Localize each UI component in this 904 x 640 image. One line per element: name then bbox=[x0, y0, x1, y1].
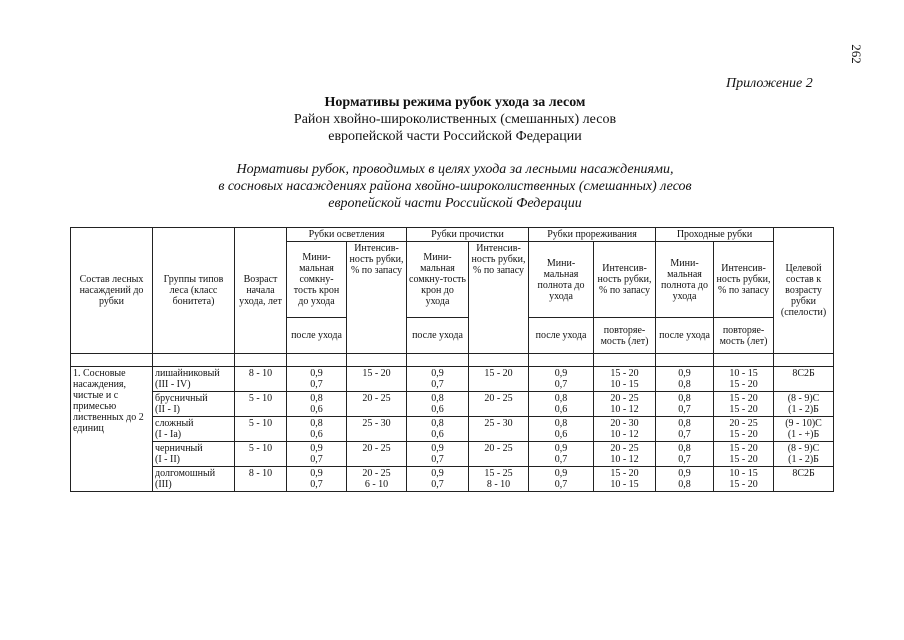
cell-line: 20 - 30 bbox=[610, 418, 639, 429]
value-cell bbox=[594, 392, 656, 417]
cell-line: 25 - 30 bbox=[484, 418, 513, 429]
page-number: 262 bbox=[848, 44, 864, 64]
value-cell bbox=[407, 442, 469, 467]
header-after-2: после ухода bbox=[407, 318, 469, 354]
cell-line: 10 - 12 bbox=[610, 404, 639, 415]
value-cell bbox=[714, 442, 774, 467]
header-min-density-2: Мини-мальная полнота до ухода bbox=[656, 242, 714, 318]
cell-line: 8С2Б bbox=[792, 468, 815, 479]
cell-line: 0,7 bbox=[678, 454, 691, 465]
header-composition: Состав лесных насаждений до рубки bbox=[71, 228, 153, 354]
cell-line: (I - Ia) bbox=[155, 429, 182, 440]
cell-line: 0,9 bbox=[554, 468, 568, 479]
cell-line: (I - II) bbox=[155, 454, 180, 465]
cell-line bbox=[776, 479, 831, 490]
cell-line: черничный bbox=[155, 443, 203, 454]
value-cell bbox=[656, 467, 714, 492]
cell-line: 15 - 20 bbox=[610, 368, 639, 379]
cell-line: 10 - 15 bbox=[729, 468, 758, 479]
cell-line: 0,9 bbox=[678, 368, 691, 379]
cell-line: 0,9 bbox=[554, 368, 568, 379]
forest-type-cell bbox=[153, 442, 235, 467]
region-line-2: европейской части Российской Федерации bbox=[328, 129, 582, 144]
value-cell bbox=[287, 467, 347, 492]
target-cell bbox=[774, 417, 834, 442]
cell-line: лишайниковый bbox=[155, 368, 220, 379]
header-after-1: после ухода bbox=[287, 318, 347, 354]
cell-line bbox=[349, 379, 404, 390]
caption-line-2: в сосновых насаждениях района хвойно-широколиственных (смешанных) лесов bbox=[218, 179, 692, 194]
cell-line: 10 - 12 bbox=[610, 454, 639, 465]
cell-line: 8 - 10 bbox=[486, 479, 511, 490]
header-intensity-1: Интенсив-ность рубки, % по запасу bbox=[347, 242, 407, 354]
cell-line: 0,8 bbox=[678, 393, 691, 404]
region-line-1: Район хвойно-широколиственных (смешанных) лесов bbox=[293, 112, 617, 127]
cell-line: 0,9 bbox=[431, 443, 444, 454]
cell-line: 0,7 bbox=[310, 379, 323, 390]
value-cell bbox=[656, 442, 714, 467]
forest-type-cell bbox=[153, 467, 235, 492]
cell-line: 0,8 bbox=[310, 393, 323, 404]
value-cell bbox=[287, 417, 347, 442]
cell-line: 0,9 bbox=[678, 468, 691, 479]
cell-line: 20 - 25 bbox=[484, 393, 513, 404]
cell-line: 0,6 bbox=[554, 404, 568, 415]
value-cell bbox=[529, 367, 594, 392]
cell-line: (III) bbox=[155, 479, 172, 490]
header-forest-types: Группы типов леса (класс бонитета) bbox=[153, 228, 235, 354]
value-cell bbox=[594, 367, 656, 392]
cell-line: 0,7 bbox=[431, 454, 444, 465]
value-cell bbox=[594, 467, 656, 492]
cell-line: сложный bbox=[155, 418, 194, 429]
cell-line: (1 - 2)Б bbox=[788, 454, 819, 465]
value-cell bbox=[469, 467, 529, 492]
header-repeat-2: повторяе-мость (лет) bbox=[714, 318, 774, 354]
value-cell bbox=[714, 367, 774, 392]
cell-line: 15 - 20 bbox=[610, 468, 639, 479]
cell-line bbox=[471, 429, 526, 440]
value-cell bbox=[714, 467, 774, 492]
cell-line bbox=[471, 379, 526, 390]
table-row bbox=[71, 367, 834, 392]
header-thinning: Рубки прореживания bbox=[529, 228, 656, 242]
value-cell bbox=[347, 367, 407, 392]
header-age: Возраст начала ухода, лет bbox=[235, 228, 287, 354]
header-min-closure-2: Мини-мальная сомкну-тость крон до ухода bbox=[407, 242, 469, 318]
header-intensity-4: Интенсив-ность рубки, % по запасу bbox=[714, 242, 774, 318]
cell-line: 0,8 bbox=[678, 443, 691, 454]
header-repeat-1: повторяе-мость (лет) bbox=[594, 318, 656, 354]
cell-line: 15 - 20 bbox=[729, 429, 758, 440]
cell-line: 0,6 bbox=[554, 429, 568, 440]
header-min-closure-1: Мини-мальная сомкну-тость крон до ухода bbox=[287, 242, 347, 318]
group-cell: 1. Сосновые насаждения, чистые и с примесью лиственных до 2 единиц bbox=[71, 367, 153, 492]
cell-line: 0,6 bbox=[310, 429, 323, 440]
value-cell bbox=[656, 367, 714, 392]
cell-line bbox=[471, 454, 526, 465]
value-cell bbox=[347, 442, 407, 467]
cell-line: 15 - 20 bbox=[729, 393, 758, 404]
cell-line: 15 - 20 bbox=[729, 443, 758, 454]
cell-line: 0,7 bbox=[678, 404, 691, 415]
value-cell bbox=[407, 417, 469, 442]
header-intensity-2: Интенсив-ность рубки, % по запасу bbox=[469, 242, 529, 354]
cell-line bbox=[349, 404, 404, 415]
value-cell bbox=[407, 392, 469, 417]
cell-line: 0,9 bbox=[310, 443, 323, 454]
document-title: Нормативы режима рубок ухода за лесом bbox=[324, 95, 586, 110]
cell-line: 0,9 bbox=[554, 443, 568, 454]
value-cell bbox=[656, 392, 714, 417]
cell-line bbox=[776, 379, 831, 390]
table-row bbox=[71, 442, 834, 467]
age-cell: 5 - 10 bbox=[235, 417, 287, 442]
value-cell bbox=[469, 392, 529, 417]
value-cell bbox=[529, 417, 594, 442]
value-cell bbox=[594, 442, 656, 467]
cell-line: 0,6 bbox=[310, 404, 323, 415]
cell-line: 20 - 25 bbox=[362, 443, 391, 454]
cell-line: 0,8 bbox=[678, 479, 691, 490]
cell-line: 25 - 30 bbox=[362, 418, 391, 429]
cell-line: брусничный bbox=[155, 393, 208, 404]
value-cell bbox=[287, 442, 347, 467]
cell-line: 0,8 bbox=[554, 393, 568, 404]
header-min-density-1: Мини-мальная полнота до ухода bbox=[529, 242, 594, 318]
cell-line: 20 - 25 bbox=[484, 443, 513, 454]
appendix-label: Приложение 2 bbox=[726, 76, 813, 91]
norms-table bbox=[70, 227, 834, 492]
value-cell bbox=[529, 392, 594, 417]
cell-line: 0,7 bbox=[310, 479, 323, 490]
header-after-4: после ухода bbox=[656, 318, 714, 354]
cell-line: 15 - 20 bbox=[729, 454, 758, 465]
cell-line: 15 - 20 bbox=[729, 479, 758, 490]
cell-line: 0,7 bbox=[310, 454, 323, 465]
value-cell bbox=[407, 467, 469, 492]
header-cleaning: Рубки прочистки bbox=[407, 228, 529, 242]
cell-line: 0,6 bbox=[431, 429, 444, 440]
cell-line: 15 - 20 bbox=[729, 379, 758, 390]
cell-line: 0,8 bbox=[431, 393, 444, 404]
age-cell: 8 - 10 bbox=[235, 367, 287, 392]
cell-line: 0,7 bbox=[554, 454, 568, 465]
spacer-row bbox=[71, 354, 834, 367]
target-cell bbox=[774, 442, 834, 467]
value-cell bbox=[287, 367, 347, 392]
cell-line: 10 - 12 bbox=[610, 429, 639, 440]
value-cell bbox=[656, 417, 714, 442]
cell-line: 0,8 bbox=[678, 418, 691, 429]
cell-line: (II - I) bbox=[155, 404, 180, 415]
value-cell bbox=[287, 392, 347, 417]
cell-line: 0,7 bbox=[554, 379, 568, 390]
header-row-1 bbox=[71, 228, 834, 242]
forest-type-cell bbox=[153, 392, 235, 417]
value-cell bbox=[347, 392, 407, 417]
cell-line: 20 - 25 bbox=[362, 393, 391, 404]
caption-line-1: Нормативы рубок, проводимых в целях ухода за лесными насаждениями, bbox=[236, 162, 674, 177]
cell-line: 0,7 bbox=[431, 379, 444, 390]
cell-line: 20 - 25 bbox=[729, 418, 758, 429]
value-cell bbox=[529, 467, 594, 492]
cell-line: 0,9 bbox=[431, 368, 444, 379]
cell-line: 6 - 10 bbox=[364, 479, 389, 490]
value-cell bbox=[407, 367, 469, 392]
caption-line-3: европейской части Российской Федерации bbox=[328, 196, 582, 211]
cell-line: 0,8 bbox=[431, 418, 444, 429]
value-cell bbox=[469, 442, 529, 467]
cell-line: 15 - 25 bbox=[484, 468, 513, 479]
value-cell bbox=[714, 417, 774, 442]
cell-line: 0,9 bbox=[310, 468, 323, 479]
value-cell bbox=[594, 417, 656, 442]
target-cell bbox=[774, 367, 834, 392]
cell-line: 0,9 bbox=[310, 368, 323, 379]
cell-line: (9 - 10)С bbox=[785, 418, 822, 429]
cell-line bbox=[349, 429, 404, 440]
value-cell bbox=[347, 417, 407, 442]
cell-line: долгомошный bbox=[155, 468, 216, 479]
cell-line: 0,9 bbox=[431, 468, 444, 479]
cell-line: 0,7 bbox=[431, 479, 444, 490]
cell-line: 0,8 bbox=[678, 379, 691, 390]
cell-line: 10 - 15 bbox=[729, 368, 758, 379]
value-cell bbox=[469, 367, 529, 392]
cell-line: 0,8 bbox=[310, 418, 323, 429]
header-target: Целевой состав к возрасту рубки (спелости) bbox=[774, 228, 834, 354]
header-clarification: Рубки осветления bbox=[287, 228, 407, 242]
target-cell bbox=[774, 467, 834, 492]
age-cell: 5 - 10 bbox=[235, 392, 287, 417]
cell-line: 0,7 bbox=[554, 479, 568, 490]
cell-line: 20 - 25 bbox=[610, 393, 639, 404]
cell-line: 0,7 bbox=[678, 429, 691, 440]
cell-line: 15 - 20 bbox=[362, 368, 391, 379]
value-cell bbox=[469, 417, 529, 442]
table-row bbox=[71, 392, 834, 417]
forest-type-cell bbox=[153, 367, 235, 392]
value-cell bbox=[347, 467, 407, 492]
cell-line: 20 - 25 bbox=[362, 468, 391, 479]
table-row bbox=[71, 467, 834, 492]
cell-line: (8 - 9)С bbox=[787, 393, 820, 404]
header-after-3: после ухода bbox=[529, 318, 594, 354]
cell-line: 15 - 20 bbox=[484, 368, 513, 379]
value-cell bbox=[714, 392, 774, 417]
target-cell bbox=[774, 392, 834, 417]
age-cell: 8 - 10 bbox=[235, 467, 287, 492]
cell-line: (1 - +)Б bbox=[787, 429, 820, 440]
cell-line: 8С2Б bbox=[792, 368, 815, 379]
table-row bbox=[71, 417, 834, 442]
header-intensity-3: Интенсив-ность рубки, % по запасу bbox=[594, 242, 656, 318]
cell-line bbox=[471, 404, 526, 415]
cell-line: 10 - 15 bbox=[610, 379, 639, 390]
cell-line: (8 - 9)С bbox=[787, 443, 820, 454]
data-rows bbox=[71, 367, 834, 492]
cell-line: 15 - 20 bbox=[729, 404, 758, 415]
cell-line: (III - IV) bbox=[155, 379, 191, 390]
cell-line: 10 - 15 bbox=[610, 479, 639, 490]
age-cell: 5 - 10 bbox=[235, 442, 287, 467]
header-passing: Проходные рубки bbox=[656, 228, 774, 242]
cell-line: 0,8 bbox=[554, 418, 568, 429]
cell-line bbox=[349, 454, 404, 465]
cell-line: (1 - 2)Б bbox=[788, 404, 819, 415]
cell-line: 0,6 bbox=[431, 404, 444, 415]
forest-type-cell bbox=[153, 417, 235, 442]
title-block bbox=[200, 94, 710, 145]
value-cell bbox=[529, 442, 594, 467]
cell-line: 20 - 25 bbox=[610, 443, 639, 454]
table-caption bbox=[150, 161, 760, 212]
